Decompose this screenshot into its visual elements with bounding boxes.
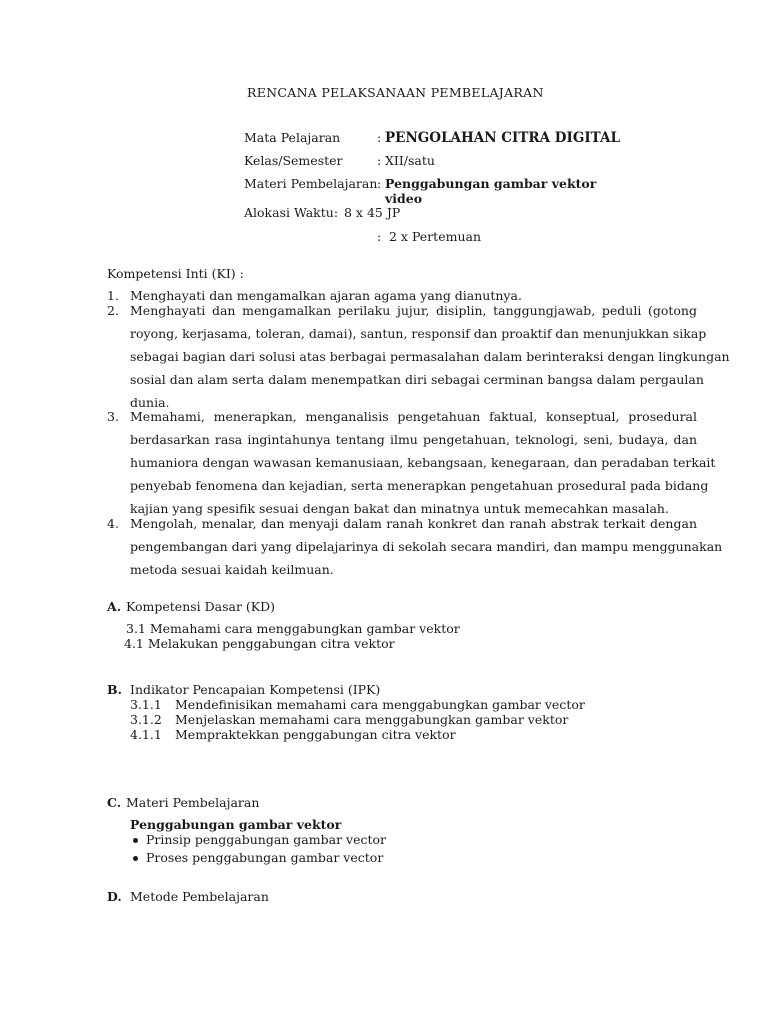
section-b-letter: B. — [107, 682, 122, 697]
ki-item-line: metoda sesuai kaidah keilmuan. — [130, 562, 334, 577]
materi-bullet-item: Proses penggabungan gambar vector — [146, 850, 384, 865]
section-c-letter: C. — [107, 795, 122, 810]
section-a-letter: A. — [107, 599, 122, 614]
ipk-text: Menjelaskan memahami cara menggabungkan gambar vektor — [175, 712, 569, 727]
ki-item-number: 1. — [107, 288, 119, 303]
kd-heading: Kompetensi Dasar (KD) — [126, 599, 276, 614]
ki-item-line: Menghayati dan mengamalkan ajaran agama yang dianutnya. — [130, 288, 522, 303]
ki-item-line: penyebab fenomena dan kejadian, serta menerapkan pengetahuan prosedural pada bidang — [130, 478, 709, 493]
mapel-colon: : — [377, 130, 382, 145]
ki-item-line: pengembangan dari yang dipelajarinya di sekolah secara mandiri, dan mampu menggunakan — [130, 539, 723, 554]
ipk-code: 3.1.1 — [130, 697, 162, 712]
mapel-label: Mata Pelajaran — [244, 130, 341, 145]
ipk-text: Mendefinisikan memahami cara menggabungkan gambar vector — [175, 697, 585, 712]
alokasi-label: Alokasi Waktu: — [244, 205, 339, 220]
ki-item-number: 4. — [107, 516, 119, 531]
document-title: RENCANA PELAKSANAAN PEMBELAJARAN — [247, 85, 544, 100]
pertemuan-value: 2 x Pertemuan — [389, 229, 481, 244]
metode-heading: Metode Pembelajaran — [130, 889, 269, 904]
ipk-text: Mempraktekkan penggabungan citra vektor — [175, 727, 456, 742]
ki-item-line: Memahami, menerapkan, menganalisis pengetahuan faktual, konseptual, prosedural — [130, 409, 697, 424]
ki-item-line: royong, kerjasama, toleran, damai), santun, responsif dan proaktif dan menunjukkan sikap — [130, 326, 707, 341]
ki-heading: Kompetensi Inti (KI) : — [107, 266, 244, 281]
ki-item-line: sebagai bagian dari solusi atas berbagai permasalahan dalam berinteraksi dengan lingkungan — [130, 349, 730, 364]
bullet-icon — [133, 856, 138, 861]
materi-value-line1: Penggabungan gambar vektor — [385, 176, 597, 191]
ipk-code: 3.1.2 — [130, 712, 162, 727]
bullet-icon — [133, 838, 138, 843]
materi-value-line2: video — [385, 191, 423, 206]
ki-item-number: 2. — [107, 303, 119, 318]
alokasi-value: 8 x 45 JP — [344, 205, 401, 220]
materi-colon: : — [377, 176, 382, 191]
ki-item-line: Mengolah, menalar, dan menyaji dalam ranah konkret dan ranah abstrak terkait dengan — [130, 516, 697, 531]
kd-item: 3.1 Memahami cara menggabungkan gambar vektor — [126, 621, 460, 636]
kelas-colon: : — [377, 153, 382, 168]
pertemuan-colon: : — [377, 229, 382, 244]
materi-bullet-item: Prinsip penggabungan gambar vector — [146, 832, 387, 847]
mapel-value: PENGOLAHAN CITRA DIGITAL — [385, 130, 620, 146]
kelas-value: XII/satu — [385, 153, 435, 168]
ki-item-line: sosial dan alam serta dalam menempatkan diri sebagai cerminan bangsa dalam pergaulan — [130, 372, 704, 387]
ki-item-number: 3. — [107, 409, 119, 424]
materi-subheading: Penggabungan gambar vektor — [130, 817, 342, 832]
ki-item-line: kajian yang spesifik sesuai dengan bakat dan minatnya untuk memecahkan masalah. — [130, 501, 669, 516]
ipk-code: 4.1.1 — [130, 727, 162, 742]
materi-label: Materi Pembelajaran — [244, 176, 378, 191]
ki-item-line: humaniora dengan wawasan kemanusiaan, kebangsaan, kenegaraan, dan peradaban terkait — [130, 455, 716, 470]
materi-heading: Materi Pembelajaran — [126, 795, 260, 810]
ipk-heading: Indikator Pencapaian Kompetensi (IPK) — [130, 682, 381, 697]
ki-item-line: berdasarkan rasa ingintahunya tentang ilmu pengetahuan, teknologi, seni, budaya, dan — [130, 432, 697, 447]
ki-item-line: dunia. — [130, 395, 170, 410]
kd-item: 4.1 Melakukan penggabungan citra vektor — [124, 636, 395, 651]
kelas-label: Kelas/Semester — [244, 153, 343, 168]
ki-item-line: Menghayati dan mengamalkan perilaku jujur, disiplin, tanggungjawab, peduli (gotong — [130, 303, 697, 318]
section-d-letter: D. — [107, 889, 122, 904]
